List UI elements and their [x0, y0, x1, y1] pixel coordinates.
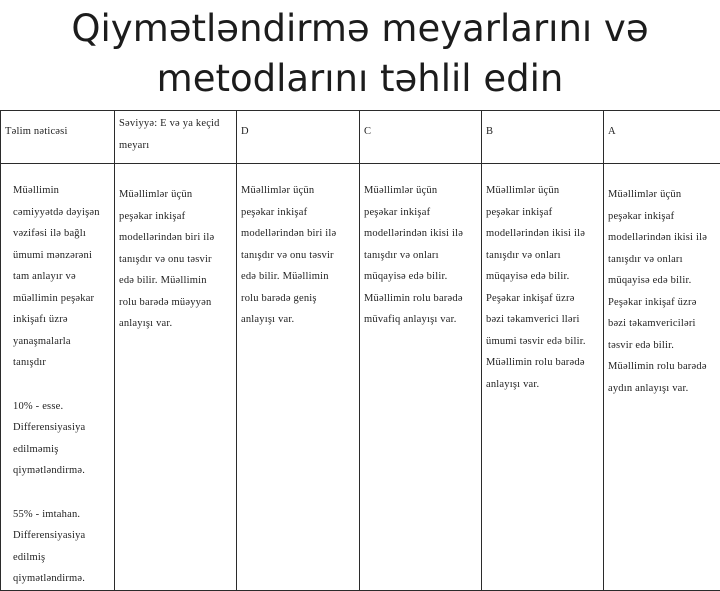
text-line: müəllimin peşəkar — [13, 288, 110, 310]
text-line: edə bilir. Müəllimin — [119, 270, 232, 292]
text-line: Müəllimin — [13, 180, 110, 202]
text-line: Differensiyasiya — [13, 417, 110, 439]
text-line: edilməmiş — [13, 439, 110, 461]
outcome-exam-weight — [13, 504, 110, 590]
header-grade-d — [237, 111, 360, 164]
cell-learning-outcome — [1, 164, 115, 591]
grade-a-text — [608, 184, 716, 399]
text-line: Müəllimlər üçün — [364, 180, 477, 202]
slide-title — [0, 4, 720, 104]
text-line: ümumi təsvir edə bilir. — [486, 331, 599, 353]
text-line: modellərindən ikisi ilə — [364, 223, 477, 245]
header-grade-a — [604, 111, 720, 164]
text-line: cəmiyyətdə dəyişən — [13, 202, 110, 224]
text-line: peşəkar inkişaf — [241, 202, 355, 224]
text-line: Müəllimin rolu barədə — [608, 356, 716, 378]
header-grade-b-label: B — [486, 126, 493, 137]
text-line: tanışdır — [13, 352, 110, 374]
text-line: qiymətləndirmə. — [13, 568, 110, 590]
text-line: modellərindən ikisi ilə — [608, 227, 716, 249]
text-line: Müəllimin rolu barədə — [486, 352, 599, 374]
text-line: peşəkar inkişaf — [608, 206, 716, 228]
text-line: Müəllimlər üçün — [119, 184, 232, 206]
cell-grade-d — [237, 164, 360, 591]
header-level-line-2: meyarı — [119, 135, 232, 157]
cell-grade-a — [604, 164, 720, 591]
text-line: rolu barədə geniş — [241, 288, 355, 310]
text-line: inkişafı üzrə — [13, 309, 110, 331]
text-line: Müəllimlər üçün — [241, 180, 355, 202]
header-grade-a-label: A — [608, 126, 616, 137]
text-line: tanışdır və onları — [486, 245, 599, 267]
outcome-description — [13, 180, 110, 374]
cell-grade-b — [482, 164, 604, 591]
cell-level-e — [115, 164, 237, 591]
text-line: Peşəkar inkişaf üzrə — [486, 288, 599, 310]
text-line: peşəkar inkişaf — [364, 202, 477, 224]
text-line: peşəkar inkişaf — [119, 206, 232, 228]
text-line: bəzi təkamvericiləri — [608, 313, 716, 335]
header-grade-c-label: C — [364, 126, 371, 137]
level-e-text — [119, 184, 232, 335]
grade-d-text — [241, 180, 355, 331]
text-line: rolu barədə müəyyən — [119, 292, 232, 314]
text-line: tanışdır və onu təsvir — [241, 245, 355, 267]
grade-b-text — [486, 180, 599, 395]
header-outcome — [1, 111, 115, 164]
text-line: Müəllimin rolu barədə — [364, 288, 477, 310]
text-line: anlayışı var. — [486, 374, 599, 396]
header-grade-d-label: D — [241, 126, 249, 137]
text-line: Müəllimlər üçün — [486, 180, 599, 202]
header-level-e — [115, 111, 237, 164]
text-line: modellərindən ikisi ilə — [486, 223, 599, 245]
text-line: təsvir edə bilir. — [608, 335, 716, 357]
text-line: tam anlayır və — [13, 266, 110, 288]
text-line: tanışdır və onu təsvir — [119, 249, 232, 271]
text-line: modellərindən biri ilə — [119, 227, 232, 249]
table-header-row — [1, 111, 720, 164]
text-line: qiymətləndirmə. — [13, 460, 110, 482]
text-line: yanaşmalarla — [13, 331, 110, 353]
text-line: Müəllimlər üçün — [608, 184, 716, 206]
text-line: anlayışı var. — [119, 313, 232, 335]
cell-grade-c — [360, 164, 482, 591]
assessment-rubric-table — [0, 110, 720, 591]
text-line: 10% - esse. — [13, 396, 110, 418]
text-line: modellərindən biri ilə — [241, 223, 355, 245]
text-line: bəzi təkamverici lləri — [486, 309, 599, 331]
text-line: müqayisə edə bilir. — [364, 266, 477, 288]
header-grade-c — [360, 111, 482, 164]
text-line: peşəkar inkişaf — [486, 202, 599, 224]
table-body-row — [1, 164, 720, 591]
text-line: edilmiş — [13, 547, 110, 569]
grade-c-text — [364, 180, 477, 331]
text-line: tanışdır və onları — [364, 245, 477, 267]
text-line: edə bilir. Müəllimin — [241, 266, 355, 288]
text-line: 55% - imtahan. — [13, 504, 110, 526]
text-line: ümumi mənzərəni — [13, 245, 110, 267]
text-line: vəzifəsi ilə bağlı — [13, 223, 110, 245]
header-outcome-label: Təlim nəticəsi — [5, 126, 68, 137]
outcome-essay-weight — [13, 396, 110, 482]
text-line: müvafiq anlayışı var. — [364, 309, 477, 331]
slide-title-line-2: metodlarını təhlil edin — [0, 54, 720, 104]
text-line: aydın anlayışı var. — [608, 378, 716, 400]
text-line: Peşəkar inkişaf üzrə — [608, 292, 716, 314]
header-grade-b — [482, 111, 604, 164]
text-line: müqayisə edə bilir. — [486, 266, 599, 288]
header-level-line-1: Səviyyə: E və ya keçid — [119, 113, 232, 135]
text-line: Differensiyasiya — [13, 525, 110, 547]
text-line: müqayisə edə bilir. — [608, 270, 716, 292]
text-line: tanışdır və onları — [608, 249, 716, 271]
text-line: anlayışı var. — [241, 309, 355, 331]
slide-title-line-1: Qiymətləndirmə meyarlarını və — [0, 4, 720, 54]
